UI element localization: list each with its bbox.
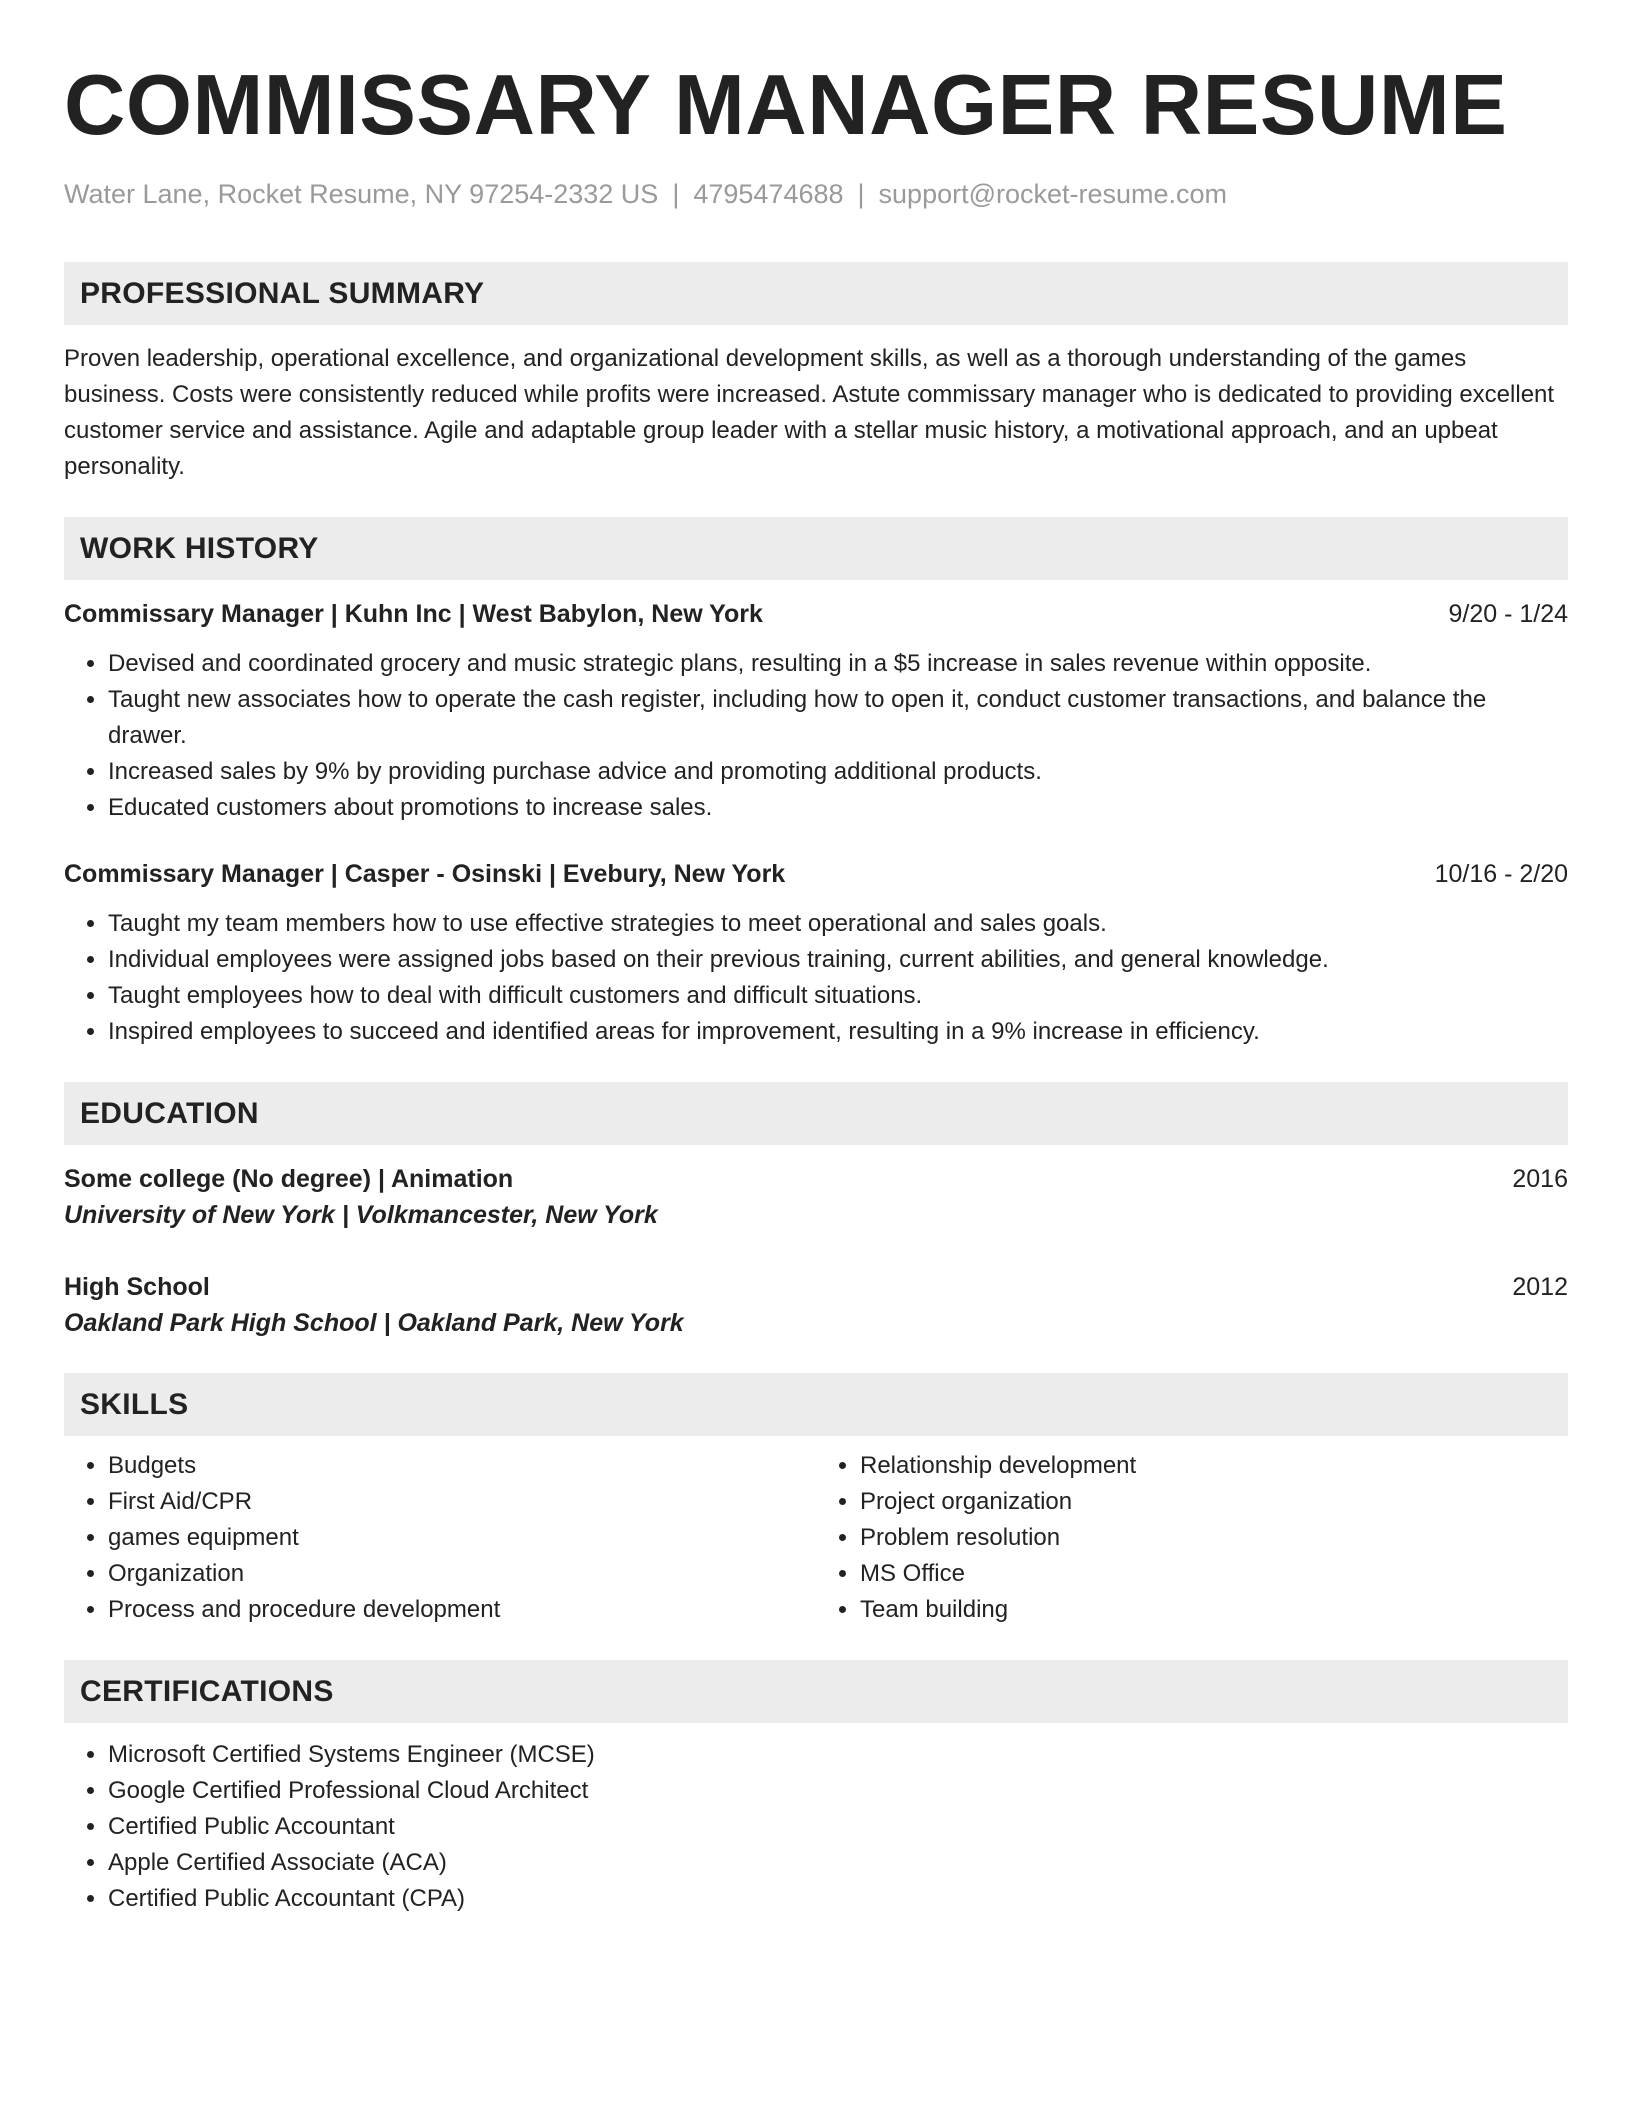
skill-item: • Project organization — [860, 1484, 1568, 1520]
certification-item: • Apple Certified Associate (ACA) — [108, 1845, 1568, 1881]
job-dates: 10/16 - 2/20 — [1434, 860, 1568, 888]
resume-title: COMMISSARY MANAGER RESUME — [64, 58, 1508, 153]
education-year: 2012 — [1512, 1273, 1568, 1301]
certification-item: • Google Certified Professional Cloud Architect — [108, 1773, 1568, 1809]
skill-item: • Organization — [108, 1556, 816, 1592]
education-school: Oakland Park High School | Oakland Park, New York — [64, 1309, 684, 1337]
certification-item: • Certified Public Accountant (CPA) — [108, 1881, 1568, 1917]
job-entry — [64, 596, 1568, 826]
skill-item: • Budgets — [108, 1448, 816, 1484]
education-year: 2016 — [1512, 1165, 1568, 1193]
job-bullet: • Taught my team members how to use effective strategies to meet operational and sales goals. — [108, 906, 1568, 942]
section-heading-skills: SKILLS — [64, 1373, 1568, 1436]
job-bullet: • Taught new associates how to operate the cash register, including how to open it, conduct customer transactions, and balance the drawer. — [108, 682, 1568, 754]
skill-item: • First Aid/CPR — [108, 1484, 816, 1520]
job-bullet: • Devised and coordinated grocery and music strategic plans, resulting in a $5 increase in sales revenue within opposite. — [108, 646, 1568, 682]
job-bullet: • Inspired employees to succeed and identified areas for improvement, resulting in a 9% increase in efficiency. — [108, 1014, 1568, 1050]
summary-text: Proven leadership, operational excellence, and organizational development skills, as well as a thorough understanding of the games business. Costs were consistently reduced while profits were increased. Astute commissary manager who is dedicated to providing excellent customer service and assistance. Agile and adaptable group leader with a stellar music history, a motivational approach, and an upbeat personality. — [64, 345, 1555, 480]
job-bullet: • Educated customers about promotions to increase sales. — [108, 790, 1568, 826]
skills-column-left — [64, 1448, 816, 1628]
contact-address: Water Lane, Rocket Resume, NY 97254-2332 US — [64, 179, 659, 209]
contact-separator: | — [672, 179, 680, 209]
skill-item: • Process and procedure development — [108, 1592, 816, 1628]
job-dates: 9/20 - 1/24 — [1448, 600, 1568, 628]
contact-line — [64, 176, 1568, 212]
job-bullet: • Increased sales by 9% by providing purchase advice and promoting additional products. — [108, 754, 1568, 790]
education-header — [64, 1161, 1568, 1197]
section-heading-summary: PROFESSIONAL SUMMARY — [64, 262, 1568, 325]
section-heading-work-history: WORK HISTORY — [64, 517, 1568, 580]
education-degree: Some college (No degree) | Animation — [64, 1165, 514, 1193]
education-entry — [64, 1269, 1568, 1341]
education-degree: High School — [64, 1273, 210, 1301]
skill-item: • MS Office — [860, 1556, 1568, 1592]
job-bullet: • Taught employees how to deal with difficult customers and difficult situations. — [108, 978, 1568, 1014]
skills-column-right — [816, 1448, 1568, 1628]
education-school: University of New York | Volkmancester, New York — [64, 1201, 658, 1229]
certifications-list — [64, 1737, 1568, 1917]
job-title: Commissary Manager | Casper - Osinski | Evebury, New York — [64, 860, 786, 888]
contact-email: support@rocket-resume.com — [878, 179, 1228, 209]
education-header — [64, 1269, 1568, 1305]
contact-separator: | — [857, 179, 865, 209]
contact-phone: 4795474688 — [693, 179, 844, 209]
certification-item: • Microsoft Certified Systems Engineer (MCSE) — [108, 1737, 1568, 1773]
skill-item: • games equipment — [108, 1520, 816, 1556]
education-entry — [64, 1161, 1568, 1233]
skill-item: • Problem resolution — [860, 1520, 1568, 1556]
job-bullet: • Individual employees were assigned jobs based on their previous training, current abilities, and general knowledge. — [108, 942, 1568, 978]
job-bullets — [64, 646, 1568, 826]
section-heading-education: EDUCATION — [64, 1082, 1568, 1145]
skill-item: • Relationship development — [860, 1448, 1568, 1484]
skill-item: • Team building — [860, 1592, 1568, 1628]
certification-item: • Certified Public Accountant — [108, 1809, 1568, 1845]
job-header — [64, 596, 1568, 632]
job-entry — [64, 856, 1568, 1050]
section-heading-certifications: CERTIFICATIONS — [64, 1660, 1568, 1723]
job-title: Commissary Manager | Kuhn Inc | West Babylon, New York — [64, 600, 763, 628]
skills-grid — [64, 1448, 1568, 1628]
job-header — [64, 856, 1568, 892]
job-bullets — [64, 906, 1568, 1050]
